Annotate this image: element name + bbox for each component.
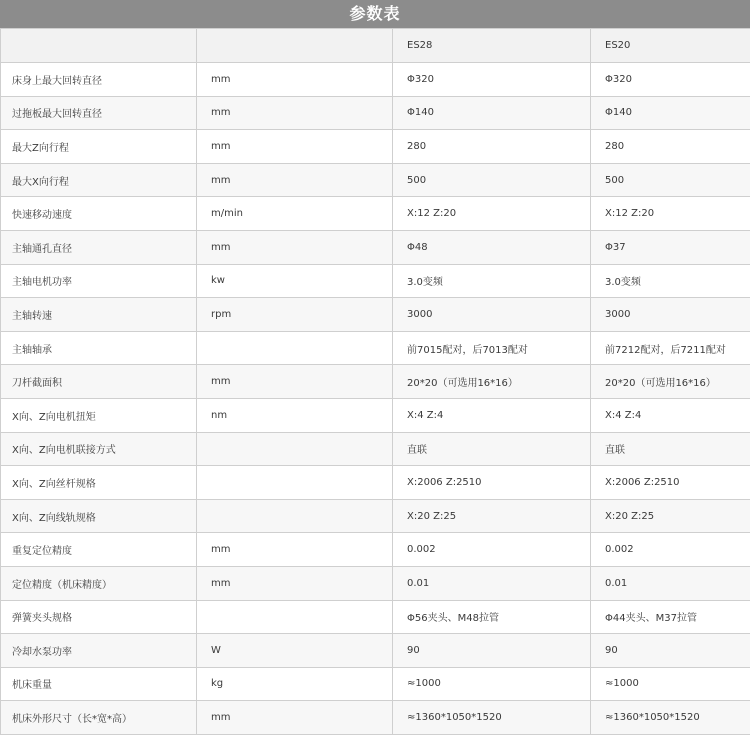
es28-value-cell: 0.002 bbox=[393, 533, 591, 567]
table-row bbox=[1, 499, 750, 533]
param-name-cell: 过拖板最大回转直径 bbox=[1, 96, 197, 130]
header-cell-es20: ES20 bbox=[591, 29, 750, 63]
es28-value-cell: 前7015配对，后7013配对 bbox=[393, 331, 591, 365]
es28-value-cell: 20*20（可选用16*16） bbox=[393, 365, 591, 399]
unit-cell: W bbox=[197, 634, 393, 668]
unit-cell bbox=[197, 600, 393, 634]
es20-value-cell: X:2006 Z:2510 bbox=[591, 466, 750, 500]
unit-cell: mm bbox=[197, 533, 393, 567]
unit-cell: rpm bbox=[197, 298, 393, 332]
es20-value-cell: ≈1000 bbox=[591, 667, 750, 701]
table-row bbox=[1, 533, 750, 567]
es28-value-cell: X:12 Z:20 bbox=[393, 197, 591, 231]
es28-value-cell: X:20 Z:25 bbox=[393, 499, 591, 533]
table-row bbox=[1, 566, 750, 600]
unit-cell: mm bbox=[197, 701, 393, 735]
table-row bbox=[1, 331, 750, 365]
param-name-cell: 刀杆截面积 bbox=[1, 365, 197, 399]
es20-value-cell: X:4 Z:4 bbox=[591, 398, 750, 432]
es28-value-cell: X:2006 Z:2510 bbox=[393, 466, 591, 500]
es20-value-cell: X:12 Z:20 bbox=[591, 197, 750, 231]
table-title: 参数表 bbox=[0, 0, 750, 28]
es20-value-cell: 0.002 bbox=[591, 533, 750, 567]
table-row bbox=[1, 163, 750, 197]
unit-cell: m/min bbox=[197, 197, 393, 231]
es28-value-cell: 280 bbox=[393, 130, 591, 164]
table-row bbox=[1, 667, 750, 701]
unit-cell bbox=[197, 432, 393, 466]
param-name-cell: 床身上最大回转直径 bbox=[1, 63, 197, 97]
es20-value-cell: 3.0变频 bbox=[591, 264, 750, 298]
table-header-row bbox=[1, 29, 750, 63]
table-row bbox=[1, 600, 750, 634]
param-name-cell: 最大X向行程 bbox=[1, 163, 197, 197]
table-row bbox=[1, 365, 750, 399]
es20-value-cell: Φ44夹头、M37拉管 bbox=[591, 600, 750, 634]
unit-cell: mm bbox=[197, 230, 393, 264]
header-cell-name bbox=[1, 29, 197, 63]
es28-value-cell: 90 bbox=[393, 634, 591, 668]
es20-value-cell: Φ37 bbox=[591, 230, 750, 264]
es28-value-cell: X:4 Z:4 bbox=[393, 398, 591, 432]
unit-cell: mm bbox=[197, 365, 393, 399]
table-row bbox=[1, 96, 750, 130]
unit-cell: kg bbox=[197, 667, 393, 701]
table-row bbox=[1, 634, 750, 668]
param-name-cell: 主轴轴承 bbox=[1, 331, 197, 365]
unit-cell: nm bbox=[197, 398, 393, 432]
es28-value-cell: ≈1000 bbox=[393, 667, 591, 701]
header-cell-es28: ES28 bbox=[393, 29, 591, 63]
es20-value-cell: 90 bbox=[591, 634, 750, 668]
param-name-cell: 机床外形尺寸（长*宽*高） bbox=[1, 701, 197, 735]
es28-value-cell: Φ48 bbox=[393, 230, 591, 264]
spec-table bbox=[0, 28, 750, 735]
es20-value-cell: 20*20（可选用16*16） bbox=[591, 365, 750, 399]
param-name-cell: 快速移动速度 bbox=[1, 197, 197, 231]
es28-value-cell: Φ140 bbox=[393, 96, 591, 130]
es20-value-cell: Φ320 bbox=[591, 63, 750, 97]
param-name-cell: X向、Z向电机联接方式 bbox=[1, 432, 197, 466]
es28-value-cell: Φ56夹头、M48拉管 bbox=[393, 600, 591, 634]
param-name-cell: 主轴电机功率 bbox=[1, 264, 197, 298]
es20-value-cell: 3000 bbox=[591, 298, 750, 332]
es20-value-cell: Φ140 bbox=[591, 96, 750, 130]
unit-cell: mm bbox=[197, 63, 393, 97]
table-row bbox=[1, 432, 750, 466]
es20-value-cell: 0.01 bbox=[591, 566, 750, 600]
param-name-cell: 主轴通孔直径 bbox=[1, 230, 197, 264]
es20-value-cell: ≈1360*1050*1520 bbox=[591, 701, 750, 735]
unit-cell: mm bbox=[197, 566, 393, 600]
param-name-cell: 最大Z向行程 bbox=[1, 130, 197, 164]
es28-value-cell: 3.0变频 bbox=[393, 264, 591, 298]
unit-cell bbox=[197, 331, 393, 365]
es28-value-cell: 0.01 bbox=[393, 566, 591, 600]
table-row bbox=[1, 466, 750, 500]
es28-value-cell: ≈1360*1050*1520 bbox=[393, 701, 591, 735]
unit-cell: mm bbox=[197, 130, 393, 164]
es28-value-cell: 直联 bbox=[393, 432, 591, 466]
es20-value-cell: 500 bbox=[591, 163, 750, 197]
param-name-cell: 冷却水泵功率 bbox=[1, 634, 197, 668]
es20-value-cell: 直联 bbox=[591, 432, 750, 466]
param-name-cell: 定位精度（机床精度） bbox=[1, 566, 197, 600]
es28-value-cell: Φ320 bbox=[393, 63, 591, 97]
param-name-cell: X向、Z向线轨规格 bbox=[1, 499, 197, 533]
header-cell-unit bbox=[197, 29, 393, 63]
table-row bbox=[1, 63, 750, 97]
table-row bbox=[1, 230, 750, 264]
unit-cell bbox=[197, 466, 393, 500]
table-row bbox=[1, 197, 750, 231]
param-name-cell: 重复定位精度 bbox=[1, 533, 197, 567]
es28-value-cell: 500 bbox=[393, 163, 591, 197]
unit-cell: kw bbox=[197, 264, 393, 298]
param-name-cell: 弹簧夹头规格 bbox=[1, 600, 197, 634]
param-name-cell: 机床重量 bbox=[1, 667, 197, 701]
table-row bbox=[1, 701, 750, 735]
unit-cell: mm bbox=[197, 163, 393, 197]
spec-table-body bbox=[1, 29, 750, 735]
param-name-cell: X向、Z向丝杆规格 bbox=[1, 466, 197, 500]
es20-value-cell: X:20 Z:25 bbox=[591, 499, 750, 533]
param-name-cell: 主轴转速 bbox=[1, 298, 197, 332]
table-row bbox=[1, 264, 750, 298]
table-row bbox=[1, 130, 750, 164]
unit-cell bbox=[197, 499, 393, 533]
es20-value-cell: 前7212配对，后7211配对 bbox=[591, 331, 750, 365]
unit-cell: mm bbox=[197, 96, 393, 130]
param-name-cell: X向、Z向电机扭矩 bbox=[1, 398, 197, 432]
es28-value-cell: 3000 bbox=[393, 298, 591, 332]
table-row bbox=[1, 298, 750, 332]
es20-value-cell: 280 bbox=[591, 130, 750, 164]
table-row bbox=[1, 398, 750, 432]
